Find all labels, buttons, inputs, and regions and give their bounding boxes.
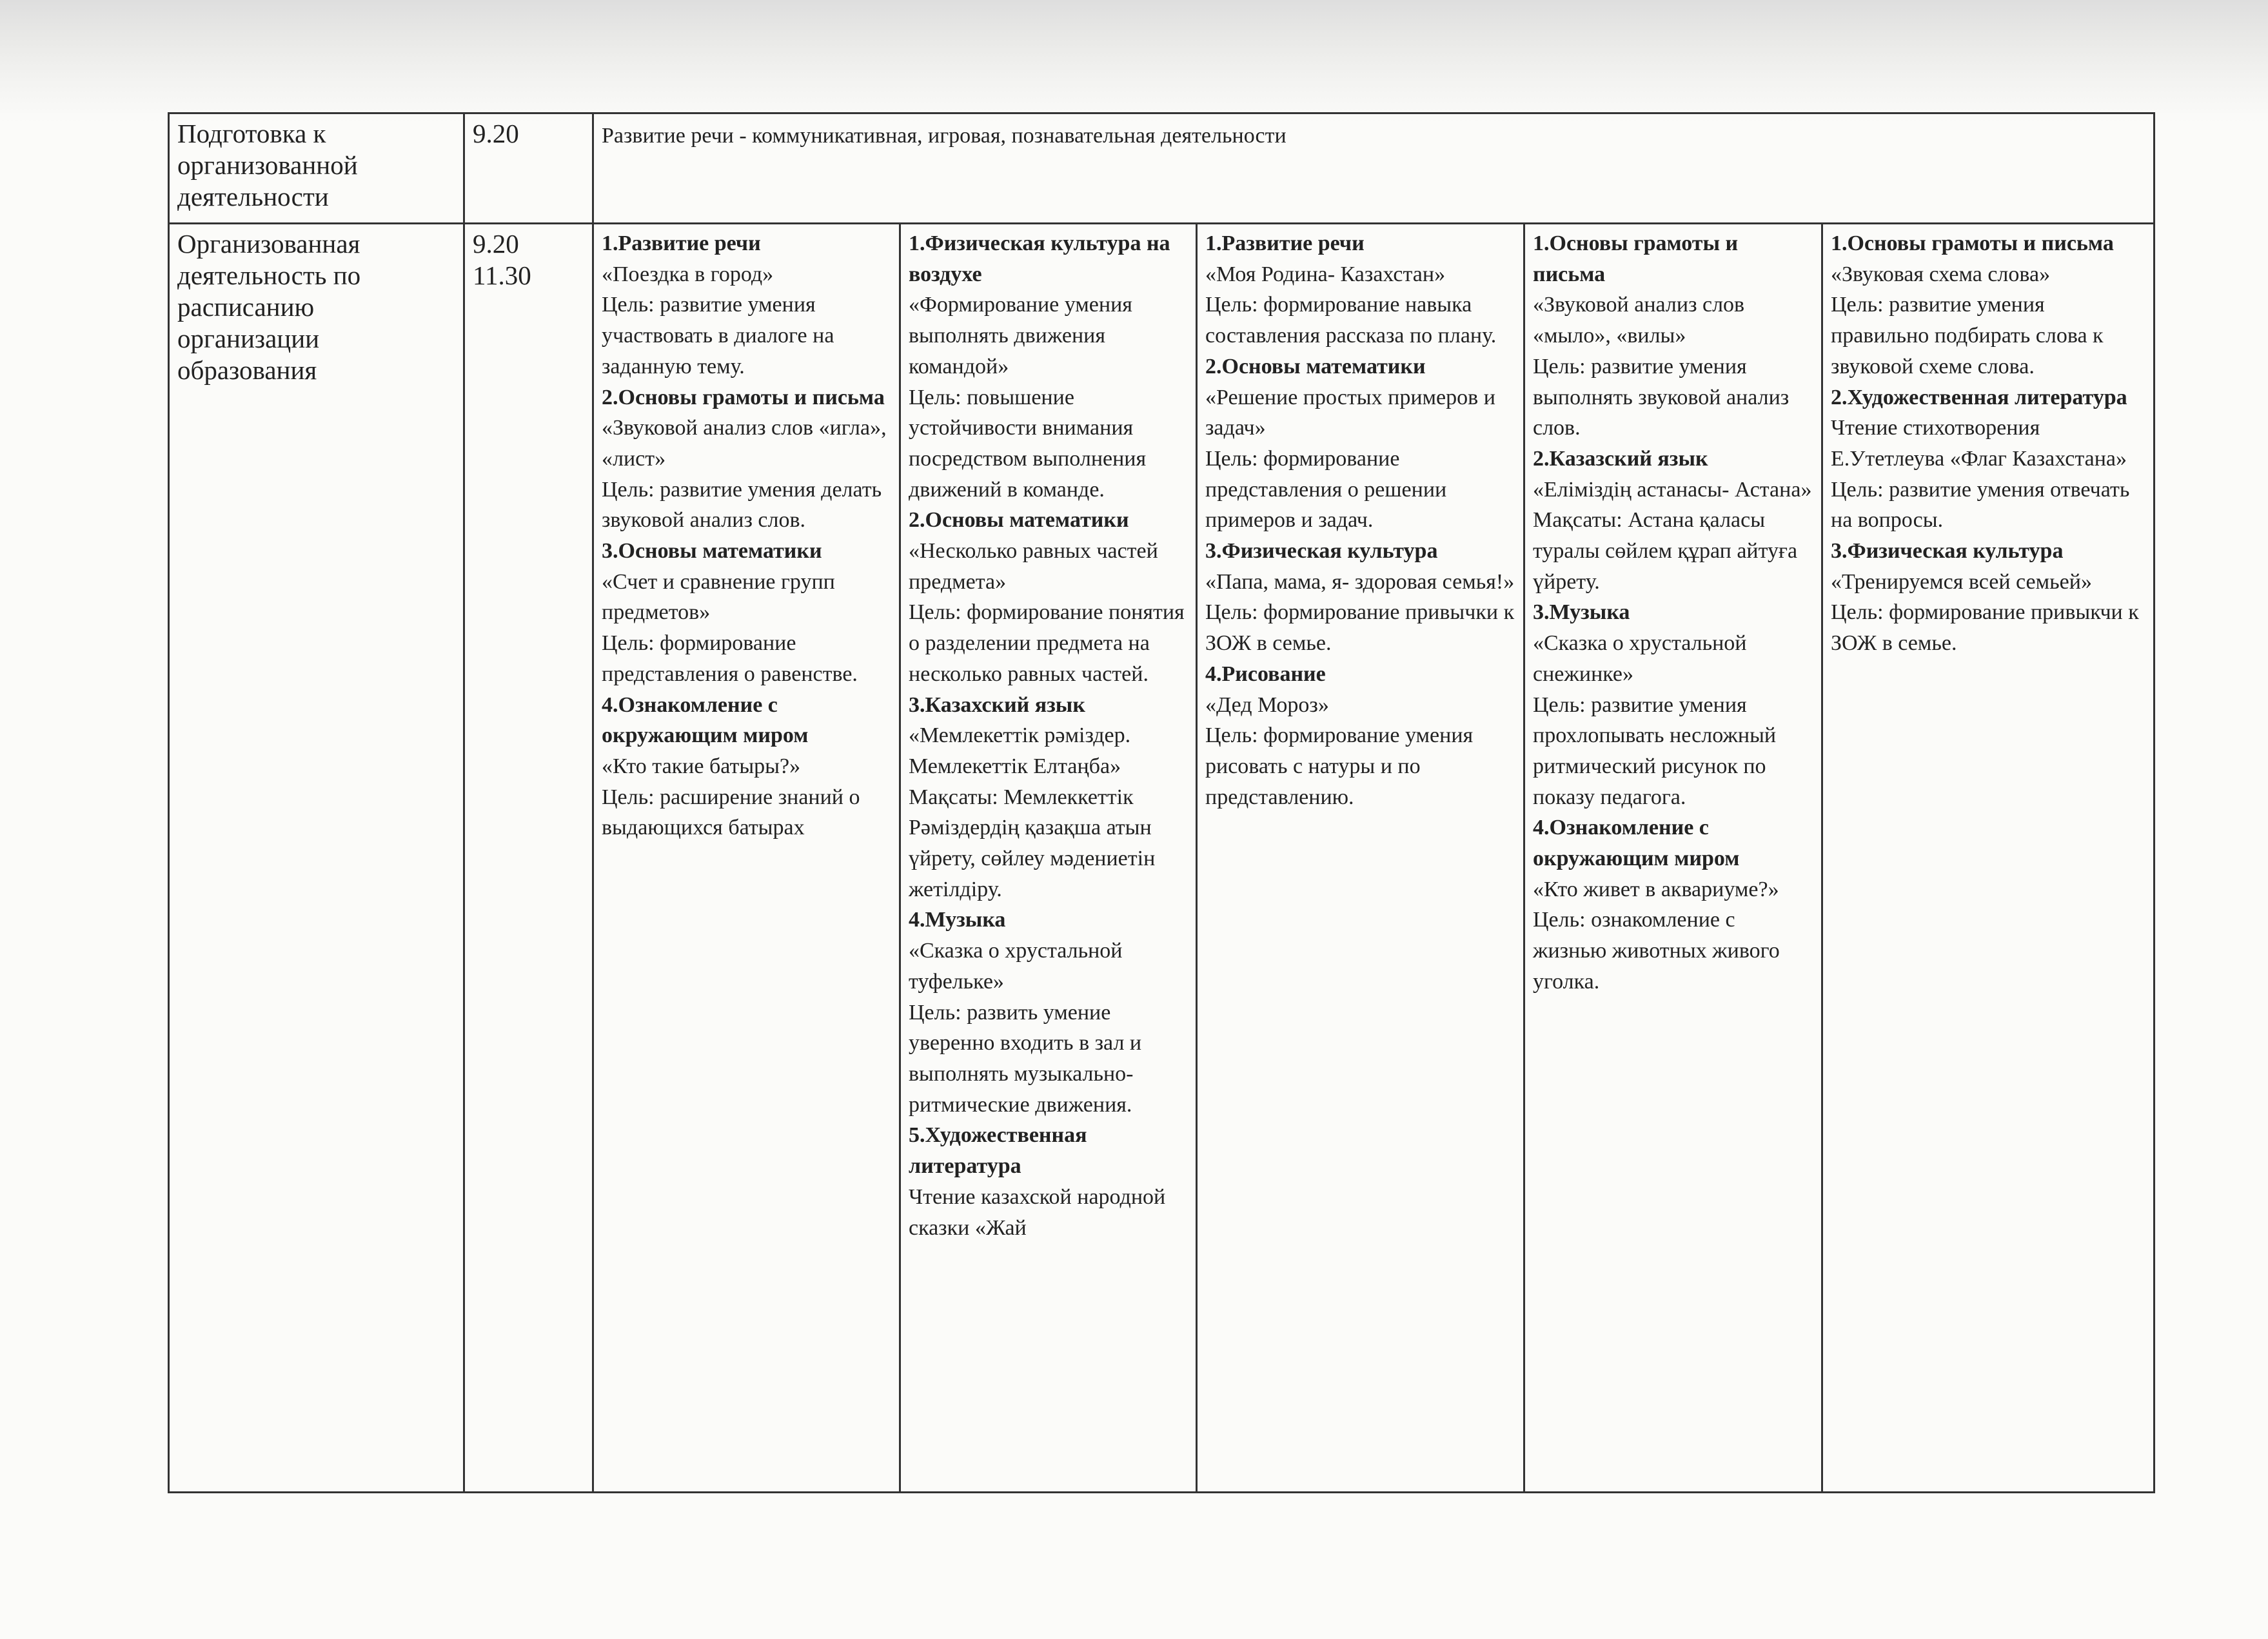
lesson-topic: «Папа, мама, я- здоровая семья!»	[1205, 569, 1515, 594]
lesson-item	[1533, 228, 1813, 444]
lesson-title: 3.Физическая культура	[1831, 539, 2064, 564]
lesson-topic: «Звуковая схема слова»	[1831, 262, 2051, 286]
lesson-goal: Цель: формирование привыкчи к ЗОЖ в семье.	[1831, 600, 2139, 656]
day-cell-4	[1524, 224, 1822, 1493]
lesson-goal: Цель: формирование привычки к ЗОЖ в семье.	[1205, 600, 1515, 656]
lesson-goal: Цель: развитие умения прохлопывать несложный ритмический рисунок по показу педагога.	[1533, 692, 1777, 809]
lesson-title: 2.Казазский язык	[1533, 446, 1708, 471]
time-cell	[464, 224, 593, 1493]
lesson-title: 2.Основы грамоты и письма	[602, 385, 885, 409]
lesson-topic: «Решение простых примеров и задач»	[1205, 385, 1495, 440]
lesson-item	[1533, 444, 1813, 598]
time-end: 11.30	[473, 260, 531, 290]
lesson-topic: «Моя Родина- Казахстан»	[1205, 262, 1446, 286]
lesson-topic: «Звуковой анализ слов «мыло», «вилы»	[1533, 293, 1745, 348]
lesson-goal: Цель: формирование представления о равенстве.	[602, 631, 858, 686]
lesson-item	[909, 690, 1188, 905]
lesson-item	[1831, 228, 2145, 382]
lesson-goal: Цель: формирование представления о решении примеров и задач.	[1205, 446, 1447, 533]
activity-cell: Развитие речи - коммуникативная, игровая, познавательная деятельности	[593, 113, 2155, 224]
lesson-item	[909, 505, 1188, 689]
time-cell: 9.20	[464, 113, 593, 224]
lesson-goal: Цель: развитие умения выполнять звуковой анализ слов.	[1533, 354, 1790, 440]
row-preparation	[169, 113, 2155, 224]
lesson-goal: Цель: расширение знаний о выдающихся батырах	[602, 785, 860, 840]
lesson-goal: Мақсаты: Мемлеккеттік Рәміздердің қазақша атын үйрету, сөйлеу мәдениетін жетілдіру.	[909, 785, 1156, 901]
lesson-item	[1831, 536, 2145, 659]
lesson-topic: «Счет и сравнение групп предметов»	[602, 569, 835, 625]
lesson-topic: «Дед Мороз»	[1205, 692, 1329, 717]
lesson-topic: «Несколько равных частей предмета»	[909, 539, 1158, 594]
lesson-title: 5.Художественная литература	[909, 1123, 1087, 1179]
time-start: 9.20	[473, 229, 519, 259]
lesson-item	[1205, 659, 1515, 813]
lesson-title: 4.Музыка	[909, 908, 1006, 932]
lesson-topic: «Кто такие батыры?»	[602, 754, 801, 778]
lesson-title: 1.Развитие речи	[602, 231, 761, 255]
lesson-goal: Мақсаты: Астана қаласы туралы сөйлем құрап айтуға үйрету.	[1533, 508, 1798, 594]
lesson-topic: «Звуковой анализ слов «игла», «лист»	[602, 416, 887, 471]
lesson-title: 2.Художественная литература	[1831, 385, 2127, 409]
lesson-item	[602, 536, 891, 690]
lesson-title: 4.Рисование	[1205, 662, 1326, 686]
row-organized-activity	[169, 224, 2155, 1493]
day-cell-2	[900, 224, 1197, 1493]
lesson-goal: Цель: развитие умения делать звуковой анализ слов.	[602, 477, 882, 533]
lesson-item	[1831, 382, 2145, 536]
lesson-goal: Цель: формирование навыка составления рассказа по плану.	[1205, 293, 1497, 348]
lesson-goal: Цель: развитие умения отвечать на вопросы.	[1831, 477, 2130, 533]
day-cell-3	[1197, 224, 1524, 1493]
lesson-goal: Цель: формирование понятия о разделении предмета на несколько равных частей.	[909, 600, 1185, 686]
section-cell: Организованная деятельность по расписанию организации образования	[169, 224, 464, 1493]
lesson-topic: «Сказка о хрустальной снежинке»	[1533, 631, 1747, 686]
lesson-topic: Чтение стихотворения Е.Утетлеува «Флаг Казахстана»	[1831, 416, 2127, 471]
lesson-topic: «Еліміздің астанасы- Астана»	[1533, 477, 1812, 502]
scan-margin-shadow	[0, 0, 2268, 123]
lesson-title: 4.Ознакомление с окружающим миром	[602, 692, 809, 748]
lesson-item	[602, 228, 891, 382]
lesson-item	[909, 905, 1188, 1120]
lesson-topic: «Мемлекеттік рәміздер. Мемлекеттік Елтаңба»	[909, 723, 1131, 778]
lesson-goal: Цель: формирование умения рисовать с натуры и по представлению.	[1205, 723, 1474, 809]
lesson-title: 1.Основы грамоты и письма	[1533, 231, 1739, 286]
section-cell: Подготовка к организованной деятельности	[169, 113, 464, 224]
lesson-goal: Цель: развитие умения правильно подбирать слова к звуковой схеме слова.	[1831, 293, 2104, 378]
lesson-title: 1.Развитие речи	[1205, 231, 1365, 255]
lesson-item	[602, 690, 891, 844]
lesson-title: 4.Ознакомление с окружающим миром	[1533, 816, 1740, 871]
lesson-item	[1205, 228, 1515, 351]
lesson-title: 3.Физическая культура	[1205, 539, 1438, 564]
lesson-title: 2.Основы математики	[909, 508, 1129, 533]
lesson-title: 3.Музыка	[1533, 600, 1630, 625]
lesson-goal: Цель: повышение устойчивости внимания посредством выполнения движений в команде.	[909, 385, 1147, 502]
lesson-topic: «Сказка о хрустальной туфельке»	[909, 939, 1123, 994]
lesson-topic: Чтение казахской народной сказки «Жай	[909, 1184, 1166, 1240]
lesson-goal: Цель: развить умение уверенно входить в зал и выполнять музыкально-ритмические движения.	[909, 1000, 1142, 1117]
lesson-topic: «Кто живет в аквариуме?»	[1533, 877, 1779, 901]
lesson-topic: «Формирование умения выполнять движения командой»	[909, 293, 1132, 378]
schedule-table	[168, 112, 2155, 1493]
lesson-title: 1.Основы грамоты и письма	[1831, 231, 2114, 255]
lesson-goal: Цель: развитие умения участвовать в диалоге на заданную тему.	[602, 293, 834, 378]
day-cell-5	[1822, 224, 2155, 1493]
lesson-item	[1533, 812, 1813, 997]
lesson-topic: «Тренируемся всей семьей»	[1831, 569, 2092, 594]
lesson-title: 3.Основы математики	[602, 539, 822, 564]
lesson-title: 3.Казахский язык	[909, 692, 1085, 717]
lesson-item	[602, 382, 891, 536]
lesson-item	[909, 228, 1188, 505]
lesson-item	[1533, 597, 1813, 812]
lesson-title: 2.Основы математики	[1205, 354, 1426, 378]
lesson-goal: Цель: ознакомление с жизнью животных живого уголка.	[1533, 908, 1780, 994]
lesson-item	[1205, 536, 1515, 659]
day-cell-1	[593, 224, 900, 1493]
lesson-item	[909, 1120, 1188, 1243]
lesson-item	[1205, 351, 1515, 536]
lesson-topic: «Поездка в город»	[602, 262, 774, 286]
lesson-title: 1.Физическая культура на воздухе	[909, 231, 1170, 286]
